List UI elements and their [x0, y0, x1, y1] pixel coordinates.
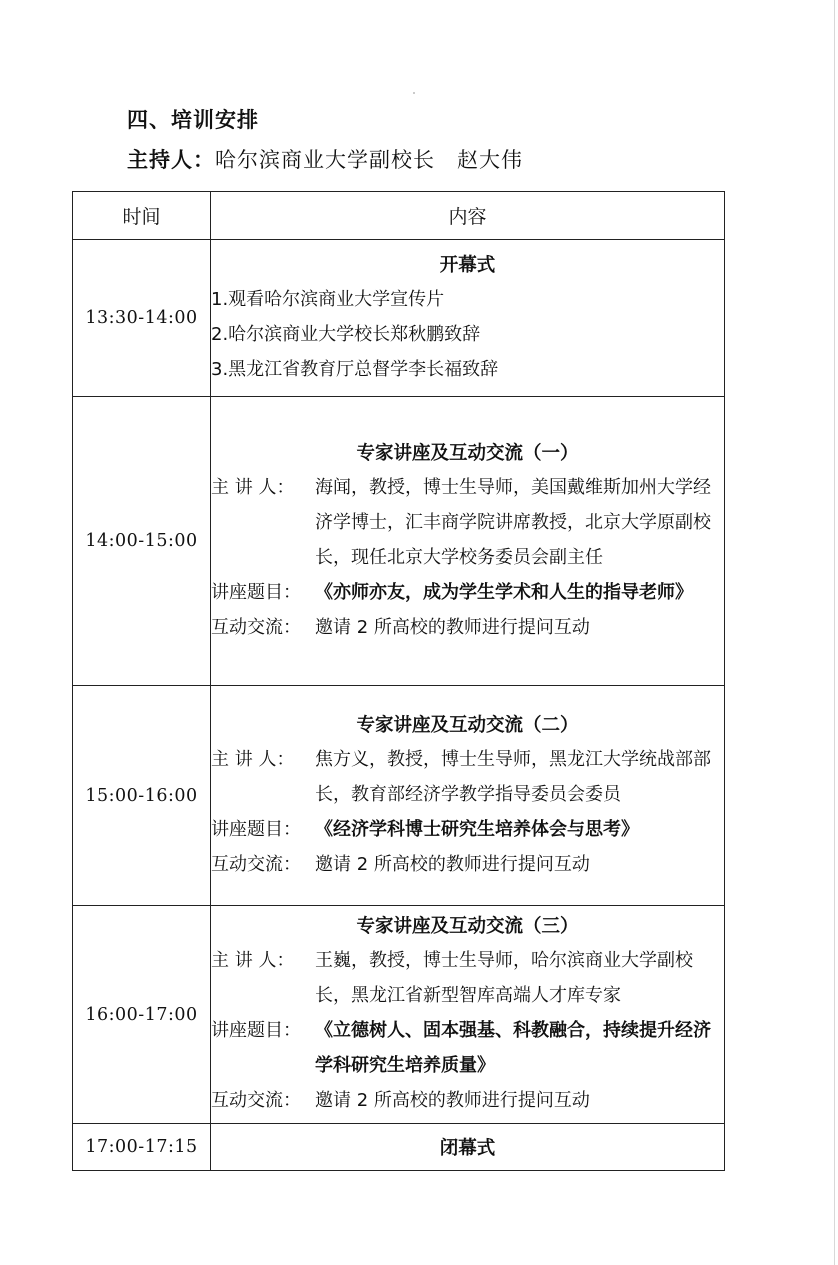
- topic-label: 讲座题目：: [211, 581, 301, 603]
- session-title: 专家讲座及互动交流（三）: [356, 916, 579, 937]
- opening-title: 开幕式: [439, 254, 496, 276]
- host-value: 哈尔滨商业大学副校长 赵大伟: [215, 148, 523, 172]
- speaker-label: 主 讲 人：: [211, 748, 295, 770]
- interact-text: 邀请 2 所高校的教师进行提问互动: [315, 853, 590, 875]
- session-time: 16:00-17:00: [73, 906, 211, 1124]
- session-content: [211, 397, 725, 686]
- interact-label: 互动交流：: [211, 853, 301, 875]
- opening-content: [211, 240, 725, 397]
- opening-item: 1.观看哈尔滨商业大学宣传片: [211, 288, 445, 310]
- topic-text: 《经济学科博士研究生培养体会与思考》: [315, 818, 639, 840]
- speaker-row: [211, 470, 724, 575]
- interact-row: [211, 1083, 724, 1118]
- closing-row: [73, 1124, 725, 1171]
- topic-text: 《亦师亦友，成为学生学术和人生的指导老师》: [315, 581, 693, 603]
- speaker-label: 主 讲 人：: [211, 950, 295, 971]
- topic-row: [211, 1013, 724, 1083]
- host-label: 主持人：: [127, 148, 215, 172]
- topic-label: 讲座题目：: [211, 818, 301, 840]
- session-content: [211, 686, 725, 906]
- section-title: 四、培训安排: [127, 108, 259, 132]
- session-title: 专家讲座及互动交流（一）: [356, 442, 579, 464]
- interact-label: 互动交流：: [211, 1090, 301, 1111]
- opening-item: 2.哈尔滨商业大学校长郑秋鹏致辞: [211, 323, 481, 345]
- session-time: 15:00-16:00: [73, 686, 211, 906]
- speaker-text: 焦方义，教授，博士生导师，黑龙江大学统战部部长，教育部经济学教学指导委员会委员: [315, 748, 711, 805]
- schedule-table: [72, 191, 725, 1171]
- session-row: [73, 906, 725, 1124]
- interact-row: [211, 847, 724, 882]
- topic-row: [211, 575, 724, 610]
- topic-label: 讲座题目：: [211, 1020, 301, 1041]
- host-line: [127, 144, 523, 174]
- session-row: [73, 686, 725, 906]
- opening-row: [73, 240, 725, 397]
- topic-text: 《立德树人、固本强基、科教融合，持续提升经济学科研究生培养质量》: [315, 1020, 711, 1076]
- closing-time: 17:00-17:15: [73, 1124, 211, 1171]
- opening-item: 3.黑龙江省教育厅总督学李长福致辞: [211, 358, 499, 380]
- interact-row: [211, 610, 724, 645]
- speaker-row: [211, 742, 724, 812]
- closing-title: 闭幕式: [211, 1124, 725, 1171]
- header-time: 时间: [73, 192, 211, 240]
- interact-text: 邀请 2 所高校的教师进行提问互动: [315, 1090, 590, 1111]
- session-content: [211, 906, 725, 1124]
- scan-speck: [413, 92, 415, 94]
- opening-time: 13:30-14:00: [73, 240, 211, 397]
- interact-text: 邀请 2 所高校的教师进行提问互动: [315, 616, 590, 638]
- interact-label: 互动交流：: [211, 616, 301, 638]
- page-edge-line: [834, 0, 835, 1265]
- session-title: 专家讲座及互动交流（二）: [356, 714, 579, 736]
- speaker-label: 主 讲 人：: [211, 476, 295, 498]
- speaker-text: 王巍，教授，博士生导师，哈尔滨商业大学副校长，黑龙江省新型智库高端人才库专家: [315, 950, 693, 1006]
- speaker-row: [211, 943, 724, 1013]
- header-content: 内容: [211, 192, 725, 240]
- session-row: [73, 397, 725, 686]
- topic-row: [211, 812, 724, 847]
- table-header-row: [73, 192, 725, 240]
- session-time: 14:00-15:00: [73, 397, 211, 686]
- speaker-text: 海闻，教授，博士生导师，美国戴维斯加州大学经济学博士，汇丰商学院讲席教授，北京大学原副校长，现任北京大学校务委员会副主任: [315, 476, 711, 568]
